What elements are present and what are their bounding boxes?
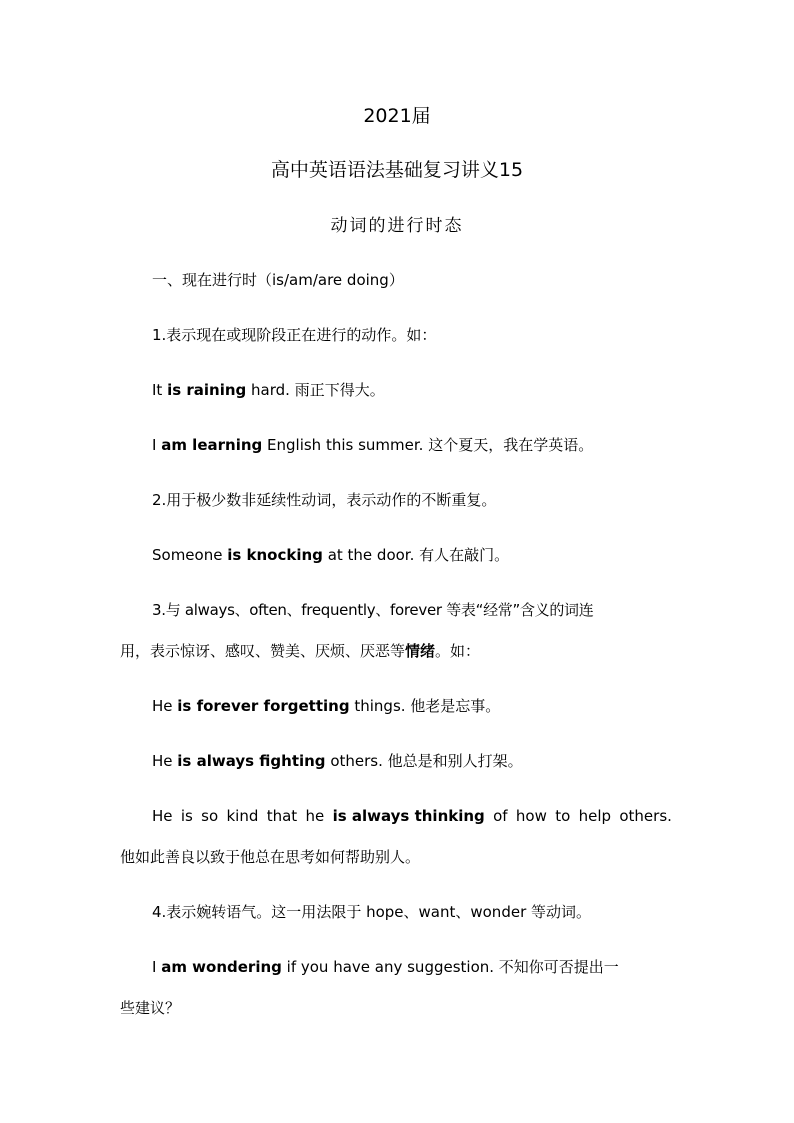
word: he	[305, 807, 325, 825]
word: so	[201, 807, 219, 825]
word: how	[515, 807, 547, 825]
example-translation: 些建议？	[120, 999, 181, 1017]
example-pre: I	[152, 958, 162, 976]
point-3-line-2	[120, 640, 674, 662]
example-sentence	[120, 379, 674, 401]
example-verb: is forever forgetting	[177, 697, 350, 715]
word: help	[578, 807, 612, 825]
word: kind	[226, 807, 259, 825]
point-3-line-1: 3.与 always、often、frequently、forever 等表“经常”含义的词连	[152, 601, 594, 619]
example-sentence	[120, 956, 674, 978]
point-3-line-2-pre: 用，表示惊讶、感叹、赞美、厌烦、厌恶等	[120, 642, 406, 660]
example-sentence	[120, 695, 674, 717]
example-verb: is always thinking	[332, 807, 485, 825]
year-title: 2021届	[363, 105, 431, 127]
example-sentence	[120, 544, 674, 566]
example-translation: 他如此善良以致于他总在思考如何帮助别人。	[120, 848, 421, 866]
example-verb: am learning	[161, 436, 263, 454]
example-post: hard. 雨正下得大。	[246, 381, 385, 399]
point-1-text: 1.表示现在或现阶段正在进行的动作。如：	[152, 326, 437, 344]
example-sentence-justified	[120, 805, 674, 827]
example-sentence	[120, 750, 674, 772]
example-pre: He	[152, 697, 178, 715]
example-post: if you have any suggestion. 不知你可否提出一	[281, 958, 619, 976]
example-post: at the door. 有人在敲门。	[322, 546, 510, 564]
point-3-emphasis: 情绪	[405, 642, 436, 660]
point-2-text: 2.用于极少数非延续性动词，表示动作的不断重复。	[152, 491, 497, 509]
example-verb: am wondering	[161, 958, 282, 976]
example-pre: It	[152, 381, 168, 399]
point-3-line-2-post: 。如：	[435, 642, 481, 660]
word: He	[152, 807, 173, 825]
word: that	[266, 807, 298, 825]
word: to	[555, 807, 571, 825]
main-title: 高中英语语法基础复习讲义15	[270, 159, 524, 181]
example-post: others. 他总是和别人打架。	[325, 752, 523, 770]
example-pre: Someone	[152, 546, 228, 564]
word: is	[180, 807, 193, 825]
example-pre: He	[152, 752, 178, 770]
example-verb: is always fighting	[177, 752, 326, 770]
subtitle: 动词的进行时态	[330, 216, 464, 236]
word: of	[493, 807, 508, 825]
point-4-text: 4.表示婉转语气。这一用法限于 hope、want、wonder 等动词。	[152, 903, 592, 921]
example-pre: I	[152, 436, 162, 454]
example-sentence	[120, 434, 674, 456]
section-heading: 一、现在进行时（is/am/are doing）	[152, 271, 404, 289]
word: others.	[619, 807, 672, 825]
example-verb: is raining	[167, 381, 247, 399]
example-post: English this summer. 这个夏天，我在学英语。	[262, 436, 594, 454]
example-post: things. 他老是忘事。	[349, 697, 501, 715]
example-verb: is knocking	[227, 546, 323, 564]
